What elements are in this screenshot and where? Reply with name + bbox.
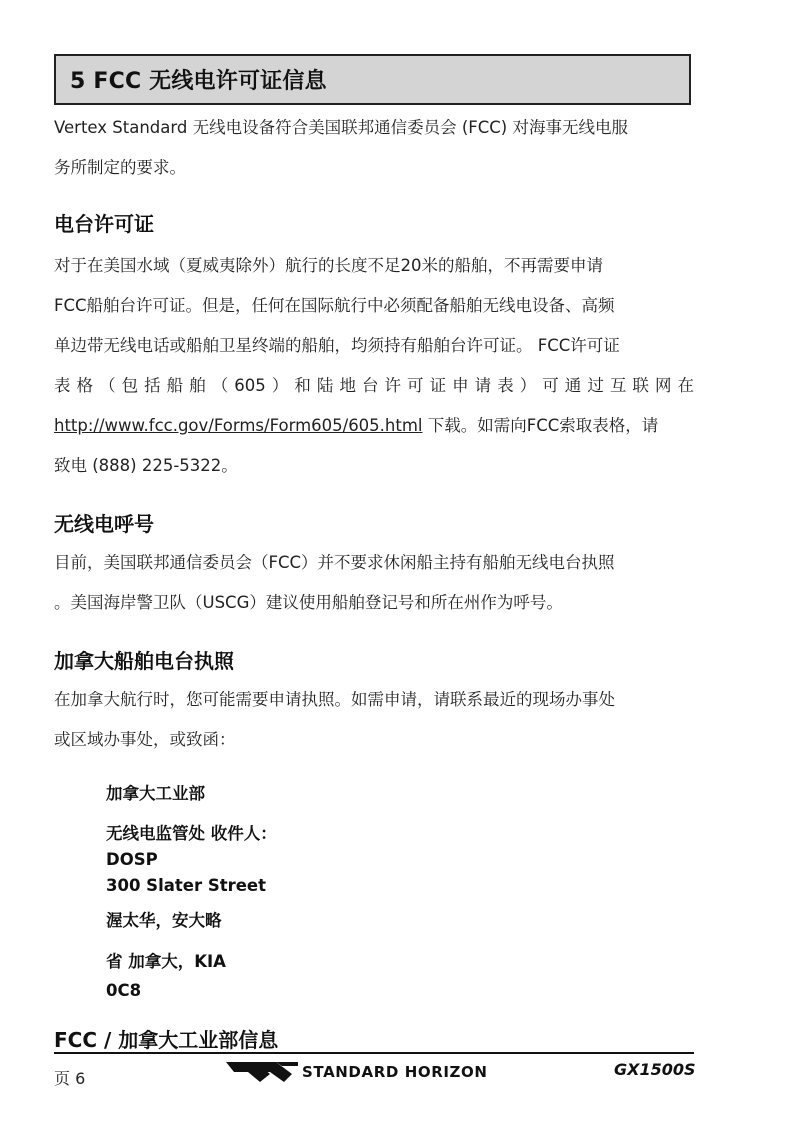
address-line: 无线电监管处 收件人： xyxy=(106,824,277,843)
text-line: 表格（包括船舶（605）和陆地台许可证申请表）可通过互联网在 xyxy=(54,376,694,395)
brand-logo xyxy=(226,1060,488,1084)
text-line-tail: 下载。如需向FCC索取表格，请 xyxy=(422,416,659,435)
address-line: 300 Slater Street xyxy=(106,876,266,895)
call-sign-paragraph xyxy=(54,543,694,623)
text-line: 致电 (888) 225-5322。 xyxy=(54,456,238,475)
text-line: 在加拿大航行时，您可能需要申请执照。如需申请，请联系最近的现场办事处 xyxy=(54,690,615,709)
address-line: 加拿大工业部 xyxy=(106,784,205,803)
text-line: 单边带无线电话或船舶卫星终端的船舶，均须持有船舶台许可证。 FCC许可证 xyxy=(54,336,620,355)
canada-license-paragraph xyxy=(54,680,694,760)
chapter-header xyxy=(54,54,691,105)
text-line: Vertex Standard 无线电设备符合美国联邦通信委员会 (FCC) 对海事无线电服 xyxy=(54,118,628,137)
address-line: DOSP xyxy=(106,850,158,869)
intro-paragraph xyxy=(54,108,694,188)
address-line: 渥太华，安大略 xyxy=(106,911,222,930)
text-line: 对于在美国水域（夏威夷除外）航行的长度不足20米的船舶，不再需要申请 xyxy=(54,256,603,275)
text-line: FCC船舶台许可证。但是，任何在国际航行中必须配备船舶无线电设备、高频 xyxy=(54,296,615,315)
fcc-forms-link[interactable]: http://www.fcc.gov/Forms/Form605/605.html xyxy=(54,416,423,435)
section-heading-fcc-canada-info: FCC / 加拿大工业部信息 xyxy=(54,1028,279,1052)
text-line: 或区域办事处，或致函： xyxy=(54,730,236,749)
station-license-paragraph xyxy=(54,246,694,486)
brand-name: STANDARD HORIZON xyxy=(302,1063,488,1081)
section-heading-station-license: 电台许可证 xyxy=(54,212,154,236)
text-line: 。美国海岸警卫队（USCG）建议使用船舶登记号和所在州作为呼号。 xyxy=(54,593,563,612)
address-line: 0C8 xyxy=(106,981,142,1000)
text-line: 目前，美国联邦通信委员会（FCC）并不要求休闲船主持有船舶无线电台执照 xyxy=(54,553,615,572)
text-line: 务所制定的要求。 xyxy=(54,158,186,177)
address-line: 省 加拿大，KIA xyxy=(106,952,226,971)
standard-horizon-logo-icon xyxy=(226,1060,298,1084)
chapter-title: 5 FCC 无线电许可证信息 xyxy=(70,69,327,94)
page-number: 页 6 xyxy=(54,1069,86,1088)
model-name: GX1500S xyxy=(614,1060,696,1079)
footer-divider xyxy=(54,1052,694,1054)
section-heading-canada-license: 加拿大船舶电台执照 xyxy=(54,649,234,673)
section-heading-call-sign: 无线电呼号 xyxy=(54,512,154,536)
